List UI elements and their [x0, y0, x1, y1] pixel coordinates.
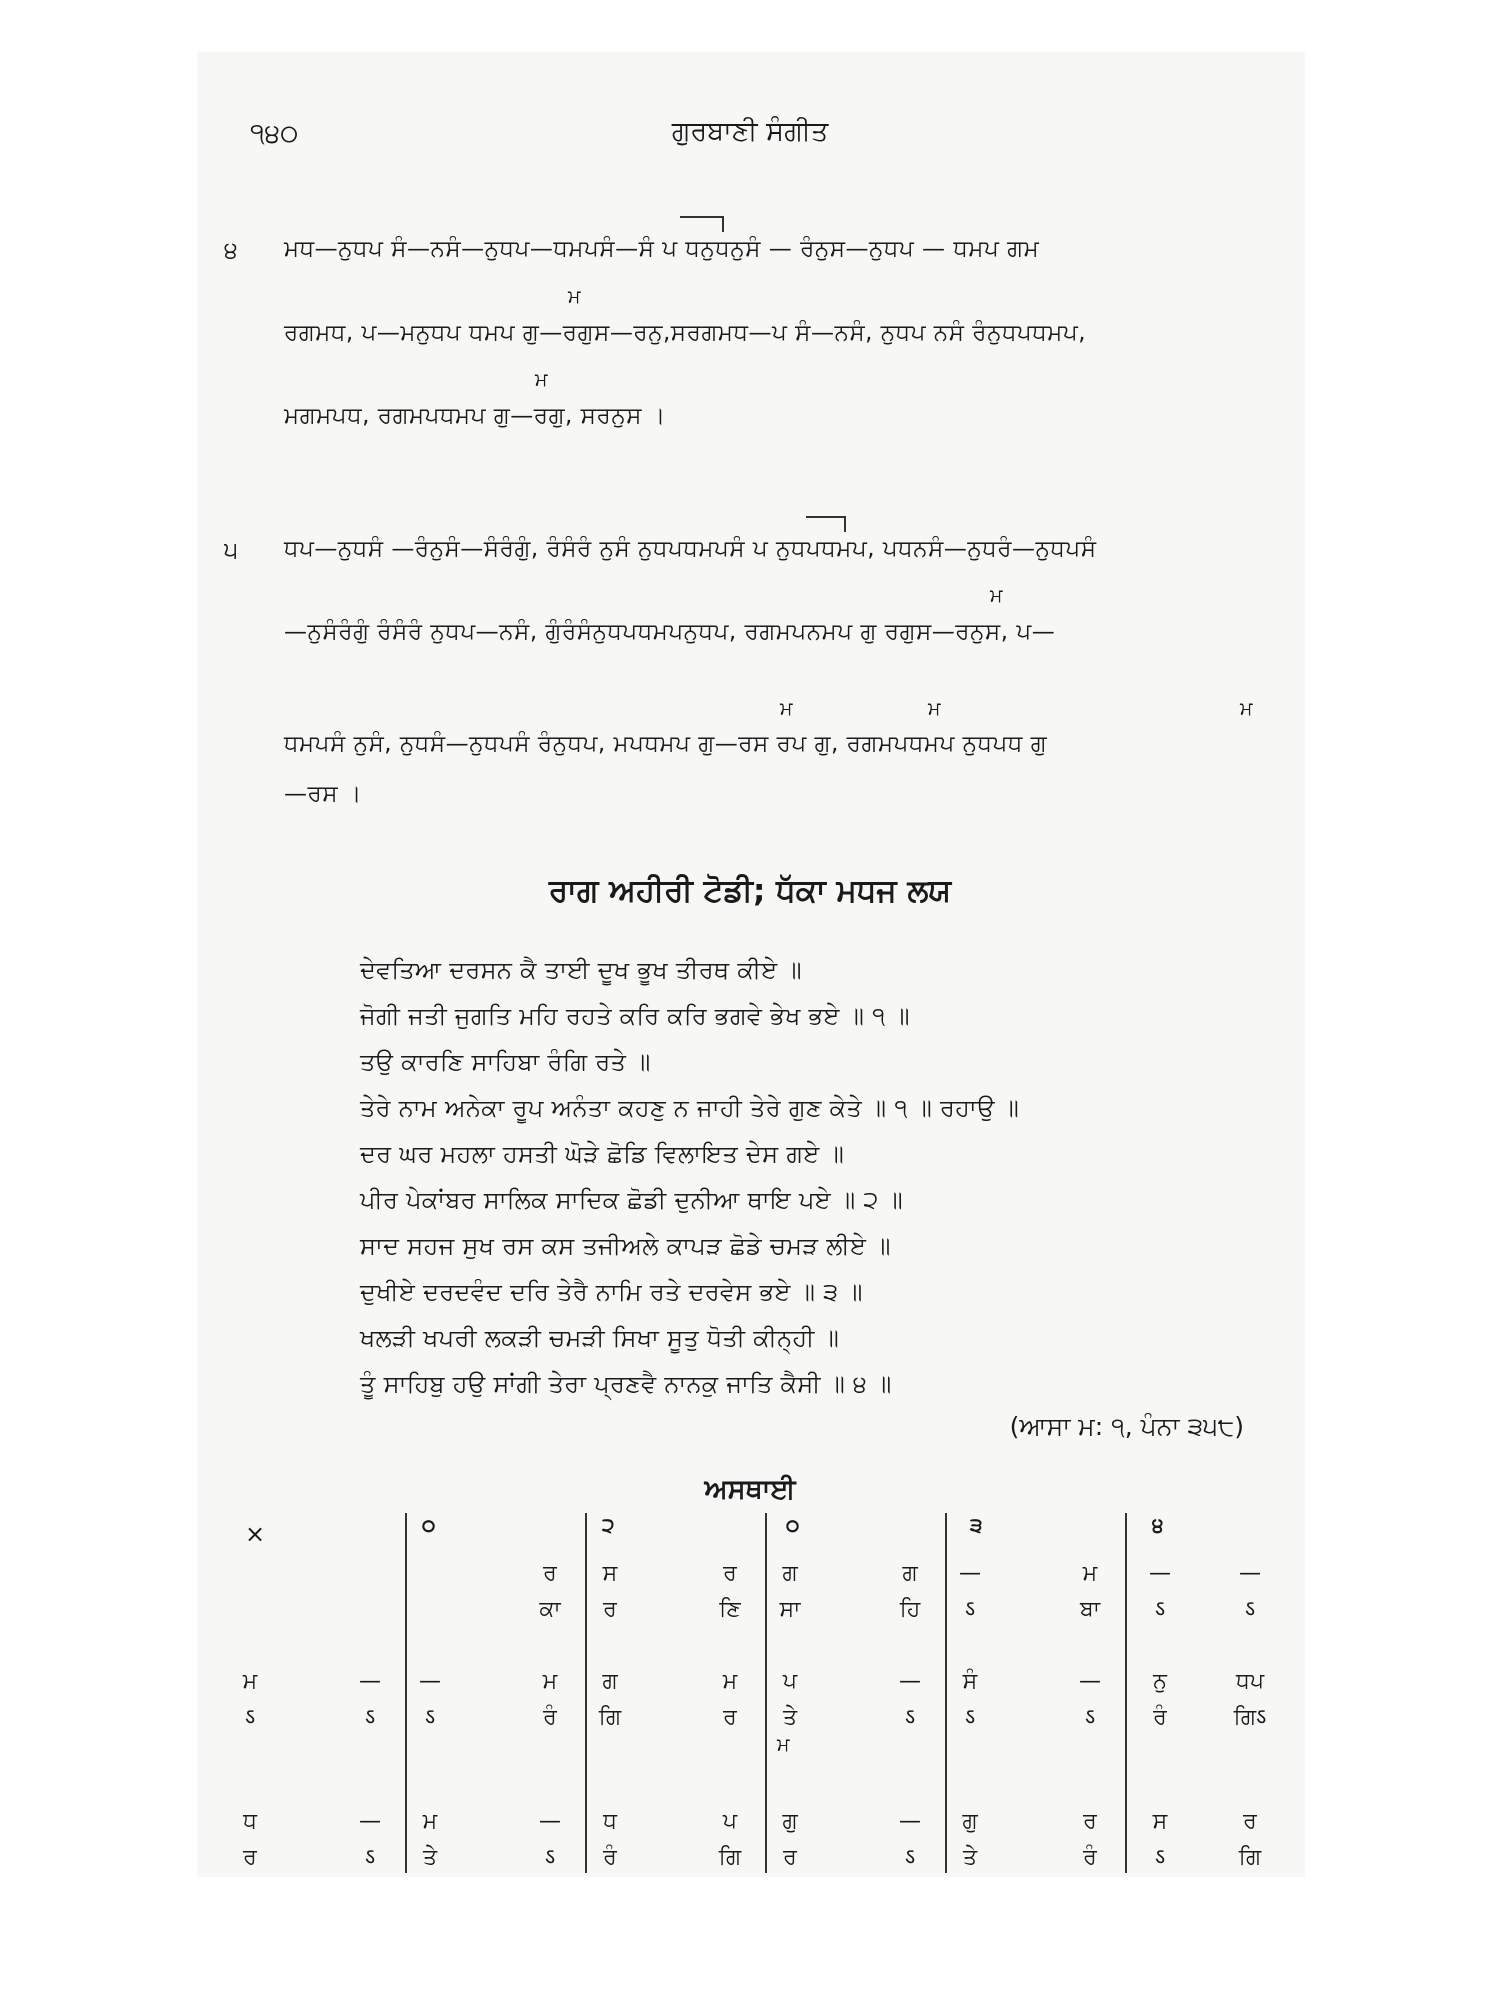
bol-cell: ऽ	[964, 1597, 976, 1622]
note-cell: ਗੁ	[962, 1809, 978, 1834]
note-cell: ਮ	[1082, 1561, 1098, 1586]
bol-cell: ਣਿ	[719, 1597, 741, 1622]
bol-cell: ਬਾ	[1079, 1597, 1101, 1622]
verse-line: ਦੇਵਤਿਆ ਦਰਸਨ ਕੈ ਤਾਈ ਦੂਖ ਭੂਖ ਤੀਰਥ ਕੀਏ ॥	[360, 956, 802, 984]
verse-line: ਸਾਦ ਸਹਜ ਸੁਖ ਰਸ ਕਸ ਤਜੀਅਲੇ ਕਾਪੜ ਛੋਡੇ ਚਮੜ ਲੀਏ ॥	[360, 1232, 891, 1260]
meend-arc	[806, 516, 846, 518]
verse-line: ਪੀਰ ਪੇਕਾਂਬਰ ਸਾਲਿਕ ਸਾਦਿਕ ਛੋਡੀ ਦੁਨੀਆ ਥਾਇ ਪਏ ॥ ੨ ॥	[360, 1186, 904, 1214]
note-cell: ਮ	[422, 1809, 438, 1834]
note-cell: ਪ	[782, 1669, 798, 1694]
bol-cell: ਰੰ	[1153, 1705, 1167, 1730]
bol-cell: ਤੇ	[422, 1845, 438, 1870]
tal-mark-4: ੪	[1152, 1513, 1164, 1537]
notation-line: ਧਪ—ਨੁਧਸੰ —ਰੰਨੁਸੰ—ਸੰਰੰਗੁੰ, ਰੰਸੰਰੰ ਨੁਸੰ ਨੁਧਪਧਮਪਸੰ ਪ ਨੁਧਪਧਮਪ, ਪਧਨਸੰ—ਨੁਧਰੰ—ਨੁਧਪਸੰ	[284, 536, 1097, 562]
verse-line: ਤੇਰੇ ਨਾਮ ਅਨੇਕਾ ਰੂਪ ਅਨੰਤਾ ਕਹਣੁ ਨ ਜਾਹੀ ਤੇਰੇ ਗੁਣ ਕੇਤੇ ॥ ੧ ॥ ਰਹਾਉ ॥	[360, 1094, 1020, 1122]
bol-cell: ऽ	[1154, 1845, 1166, 1870]
verse-line: ਦਰ ਘਰ ਮਹਲਾ ਹਸਤੀ ਘੋੜੇ ਛੋਡਿ ਵਿਲਾਇਤ ਦੇਸ ਗਏ ॥	[360, 1140, 845, 1168]
book-title: ਗੁਰਬਾਣੀ ਸੰਗੀਤ	[671, 116, 829, 147]
bol-cell: ਰ	[243, 1845, 257, 1870]
bol-cell: ਰ	[723, 1705, 737, 1730]
bol-cell: ਤੇ	[782, 1705, 798, 1730]
bol-cell: ऽ	[364, 1845, 376, 1870]
notation-line: ਰਗਮਧ, ਪ—ਮਨੁਧਪ ਧਮਪ ਗੁ—ਰਗੁਸ—ਰਨੁ,ਸਰਗਮਧ—ਪ ਸੰ—ਨਸੰ, ਨੁਧਪ ਨਸੰ ਰੰਨੁਧਪਧਮਪ,	[284, 320, 1087, 346]
note-cell: —	[359, 1809, 381, 1834]
vibhag-divider	[1125, 1513, 1127, 1873]
verse-line: ਤਉ ਕਾਰਣਿ ਸਾਹਿਬਾ ਰੰਗਿ ਰਤੇ ॥	[360, 1048, 651, 1076]
note-cell: ਰ	[1243, 1809, 1257, 1834]
note-cell: ਰ	[543, 1561, 557, 1586]
bol-cell: ऽ	[1244, 1597, 1256, 1622]
note-cell: ਰ	[723, 1561, 737, 1586]
bol-cell: ਰ	[783, 1845, 797, 1870]
note-cell: —	[899, 1809, 921, 1834]
tivra-marker: ਮ	[780, 698, 793, 720]
tivra-marker: ਮ	[1240, 698, 1253, 720]
note-cell: ਮ	[242, 1669, 258, 1694]
bol-cell: ਤੇ	[962, 1845, 978, 1870]
note-cell: —	[1079, 1669, 1101, 1694]
bol-cell: ਗਿ	[598, 1705, 622, 1730]
notation-line: ਧਮਪਸੰ ਨੁਸੰ, ਨੁਧਸੰ—ਨੁਧਪਸੰ ਰੰਨੁਧਪ, ਮਪਧਮਪ ਗੁ—ਰਸ ਰਪ ਗੁ, ਰਗਮਪਧਮਪ ਨੁਧਪਧ ਗੁ	[284, 731, 1048, 757]
verse-line: ਜੋਗੀ ਜਤੀ ਜੁਗਤਿ ਮਹਿ ਰਹਤੇ ਕਰਿ ਕਰਿ ਭਗਵੇ ਭੇਖ ਭਏ ॥ ੧ ॥	[360, 1002, 910, 1030]
note-cell: ਧ	[603, 1809, 617, 1834]
tivra-marker: ਮ	[535, 369, 548, 391]
tal-mark-khali: ੦	[422, 1513, 436, 1537]
notation-line: ਮਧ—ਨੁਧਪ ਸੰ—ਨਸੰ—ਨੁਧਪ—ਧਮਪਸੰ—ਸੰ ਪ ਧਨੁਧਨੁਸੰ — ਰੰਨੁਸ—ਨੁਧਪ — ਧਮਪ ਗਮ	[284, 236, 1040, 262]
verse-line: ਦੁਖੀਏ ਦਰਦਵੰਦ ਦਰਿ ਤੇਰੈ ਨਾਮਿ ਰਤੇ ਦਰਵੇਸ ਭਏ ॥ ੩ ॥	[360, 1278, 863, 1306]
note-cell: ਗ	[902, 1561, 918, 1586]
bol-cell: ऽ	[964, 1705, 976, 1730]
note-cell: ਧਪ	[1235, 1669, 1265, 1694]
tivra-marker: ਮ	[928, 698, 941, 720]
note-cell: —	[959, 1561, 981, 1586]
note-cell: ਨੁ	[1153, 1669, 1167, 1694]
note-cell: —	[419, 1669, 441, 1694]
tal-mark-khali: ੦	[786, 1513, 800, 1537]
bol-cell: ਗਿऽ	[1233, 1705, 1267, 1730]
notation-line: —ਰਸ ।	[284, 781, 362, 807]
bol-cell: ਰ	[603, 1597, 617, 1622]
note-cell: —	[899, 1669, 921, 1694]
citation: (ਆਸਾ ਮ: ੧, ਪੰਨਾ ੩੫੮)	[1009, 1412, 1244, 1441]
bol-cell: ਰੰ	[603, 1845, 617, 1870]
note-cell: ਗ	[782, 1561, 798, 1586]
note-cell: —	[1239, 1561, 1261, 1586]
asthai-title: ਅਸਥਾਈ	[704, 1474, 796, 1505]
bol-cell: ਕਾ	[539, 1597, 561, 1622]
note-cell: —	[359, 1669, 381, 1694]
note-cell: ਮ	[542, 1669, 558, 1694]
bol-cell: ऽ	[1154, 1597, 1166, 1622]
bol-cell: ਰੰ	[543, 1705, 557, 1730]
meend-arc	[680, 216, 724, 218]
bol-cell: ऽ	[364, 1705, 376, 1730]
raga-heading: ਰਾਗ ਅਹੀਰੀ ਟੋਡੀ; ਧੱਕਾ ਮਧਜ ਲਯ	[548, 873, 952, 909]
note-cell: —	[539, 1809, 561, 1834]
note-cell: ਰ	[1083, 1809, 1097, 1834]
meend-arc-tick	[844, 516, 846, 532]
tal-mark-2: ੨	[602, 1513, 615, 1537]
note-cell: ਸ	[1152, 1809, 1168, 1834]
bol-cell: ਗਿ	[1238, 1845, 1262, 1870]
notation-line: ਮਗਮਪਧ, ਰਗਮਪਧਮਪ ਗੁ—ਰਗੁ, ਸਰਨੁਸ ।	[284, 403, 666, 429]
bol-cell: ऽ	[904, 1845, 916, 1870]
note-cell: ਪ	[722, 1809, 738, 1834]
note-cell: ਧ	[243, 1809, 257, 1834]
note-cell: —	[1149, 1561, 1171, 1586]
note-cell: ਸੰ	[962, 1669, 978, 1694]
note-cell: ਮ	[722, 1669, 738, 1694]
tivra-marker: ਮ	[777, 1734, 790, 1756]
section-number-4: ੪	[224, 236, 238, 264]
tivra-marker: ਮ	[568, 286, 581, 308]
section-number-5: ੫	[224, 536, 239, 564]
bol-cell: ਹਿ	[899, 1597, 921, 1622]
bol-cell: ऽ	[904, 1705, 916, 1730]
sam-marker: ×	[245, 1520, 266, 1548]
bol-cell: ਰੰ	[1083, 1845, 1097, 1870]
tal-mark-3: ੩	[970, 1513, 983, 1537]
bol-cell: ऽ	[424, 1705, 436, 1730]
verse-line: ਖਲੜੀ ਖਪਰੀ ਲਕੜੀ ਚਮੜੀ ਸਿਖਾ ਸੂਤੁ ਧੋਤੀ ਕੀਨ੍ਹੀ ॥	[360, 1324, 840, 1352]
bol-cell: ऽ	[544, 1845, 556, 1870]
page-number: ੧੪੦	[250, 118, 299, 149]
tivra-marker: ਮ	[990, 585, 1003, 607]
meend-arc-tick	[722, 216, 724, 232]
note-cell: ਗੁ	[782, 1809, 798, 1834]
bol-cell: ਸਾ	[779, 1597, 801, 1622]
bol-cell: ऽ	[1084, 1705, 1096, 1730]
notation-line: —ਨੁਸੰਰੰਗੁੰ ਰੰਸੰਰੰ ਨੁਧਪ—ਨਸੰ, ਗੁੰਰੰਸੰਨੁਧਪਧਮਪਨੁਧਪ, ਰਗਮਪਨਮਪ ਗੁ ਰਗੁਸ—ਰਨੁਸ, ਪ—	[284, 619, 1056, 645]
bol-cell: ऽ	[244, 1705, 256, 1730]
note-cell: ਸ	[602, 1561, 618, 1586]
note-cell: ਗ	[602, 1669, 618, 1694]
verse-line: ਤੂੰ ਸਾਹਿਬੁ ਹਉ ਸਾਂਗੀ ਤੇਰਾ ਪ੍ਰਣਵੈ ਨਾਨਕੁ ਜਾਤਿ ਕੈਸੀ ॥ ੪ ॥	[360, 1370, 892, 1398]
bol-cell: ਗਿ	[718, 1845, 742, 1870]
